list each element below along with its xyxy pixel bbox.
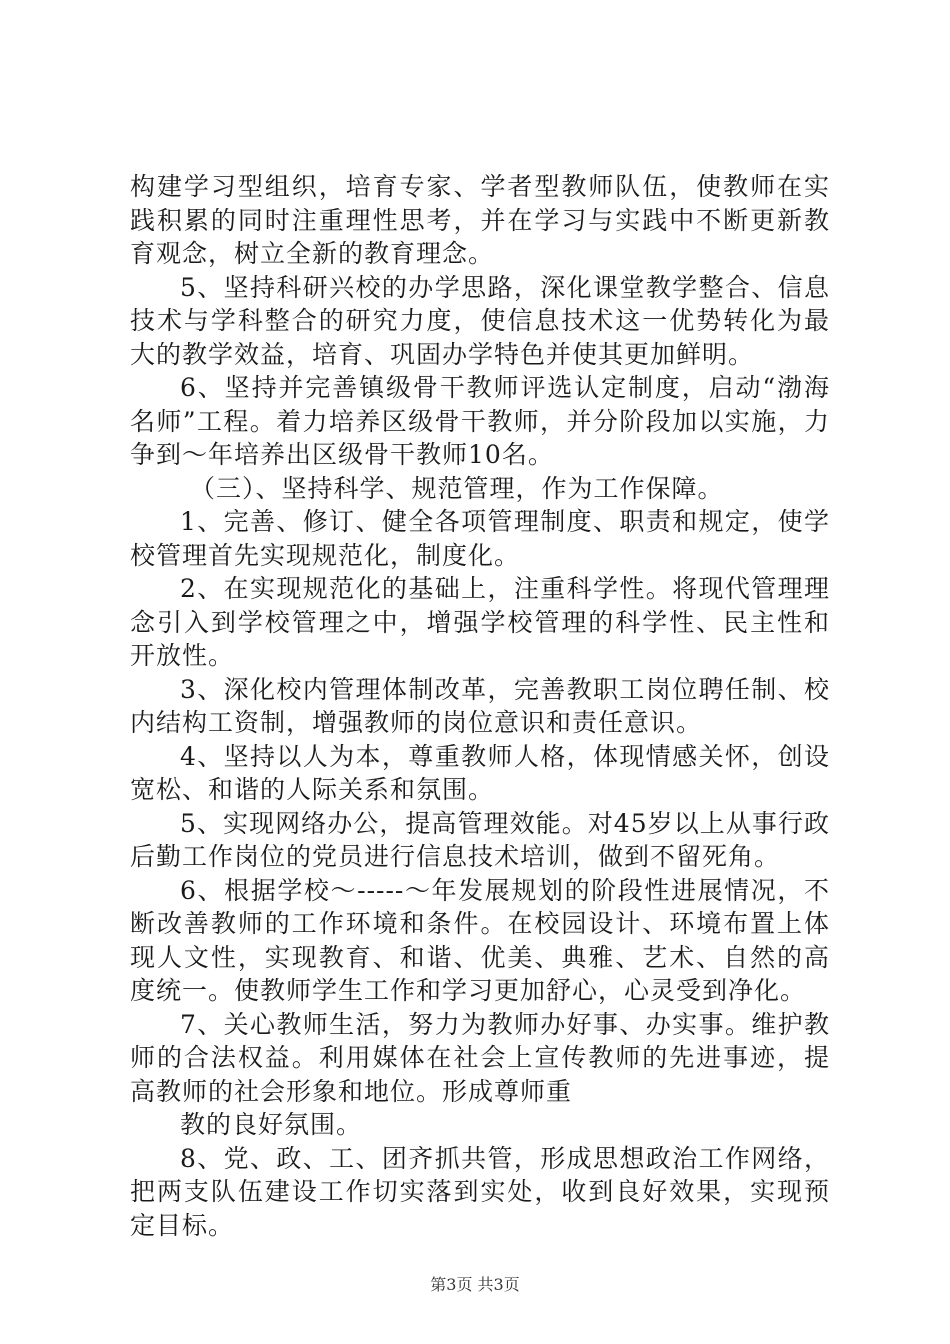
paragraph-3: 6、坚持并完善镇级骨干教师评选认定制度，启动“渤海名师”工程。着力培养区级骨干教师，并分阶段加以实施，力争到～年培养出区级骨干教师10名。 bbox=[130, 373, 830, 469]
paragraph-12: 8、党、政、工、团齐抓共管，形成思想政治工作网络，把两支队伍建设工作切实落到实处，收到良好效果，实现预定目标。 bbox=[130, 1143, 830, 1240]
paragraph-7: 4、坚持以人为本，尊重教师人格，体现情感关怀，创设宽松、和谐的人际关系和氛围。 bbox=[130, 741, 830, 804]
paragraph-6: 3、深化校内管理体制改革，完善教职工岗位聘任制、校内结构工资制，增强教师的岗位意识和责任意识。 bbox=[130, 674, 830, 737]
paragraph-4: 1、完善、修订、健全各项管理制度、职责和规定，使学校管理首先实现规范化，制度化。 bbox=[130, 507, 830, 570]
paragraph-1: 构建学习型组织，培育专家、学者型教师队伍，使教师在实践积累的同时注重理性思考，并在学习与实践中不断更新教育观念，树立全新的教育理念。 bbox=[130, 172, 830, 268]
paragraph-11: 教的良好氛围。 bbox=[180, 1110, 363, 1139]
page-footer: 第3页 共3页 bbox=[430, 1275, 520, 1294]
document-body bbox=[130, 170, 830, 1242]
section-heading: （三）、坚持科学、规范管理，作为工作保障。 bbox=[190, 473, 724, 503]
paragraph-10: 7、关心教师生活，努力为教师办好事、办实事。维护教师的合法权益。利用媒体在社会上宣传教师的先进事迹，提高教师的社会形象和地位。形成尊师重 bbox=[130, 1009, 830, 1106]
paragraph-9: 6、根据学校～-----～年发展规划的阶段性进展情况，不断改善教师的工作环境和条件。在校园设计、环境布置上体现人文性，实现教育、和谐、优美、典雅、艺术、自然的高度统一。使教师学生工作和学习更加舒心，心灵受到净化。 bbox=[130, 875, 830, 1005]
paragraph-2: 5、坚持科研兴校的办学思路，深化课堂教学整合、信息技术与学科整合的研究力度，使信息技术这一优势转化为最大的教学效益，培育、巩固办学特色并使其更加鲜明。 bbox=[130, 272, 830, 369]
paragraph-5: 2、在实现规范化的基础上，注重科学性。将现代管理理念引入到学校管理之中，增强学校管理的科学性、民主性和开放性。 bbox=[130, 574, 830, 670]
paragraph-8: 5、实现网络办公，提高管理效能。对45岁以上从事行政后勤工作岗位的党员进行信息技术培训，做到不留死角。 bbox=[130, 808, 830, 871]
